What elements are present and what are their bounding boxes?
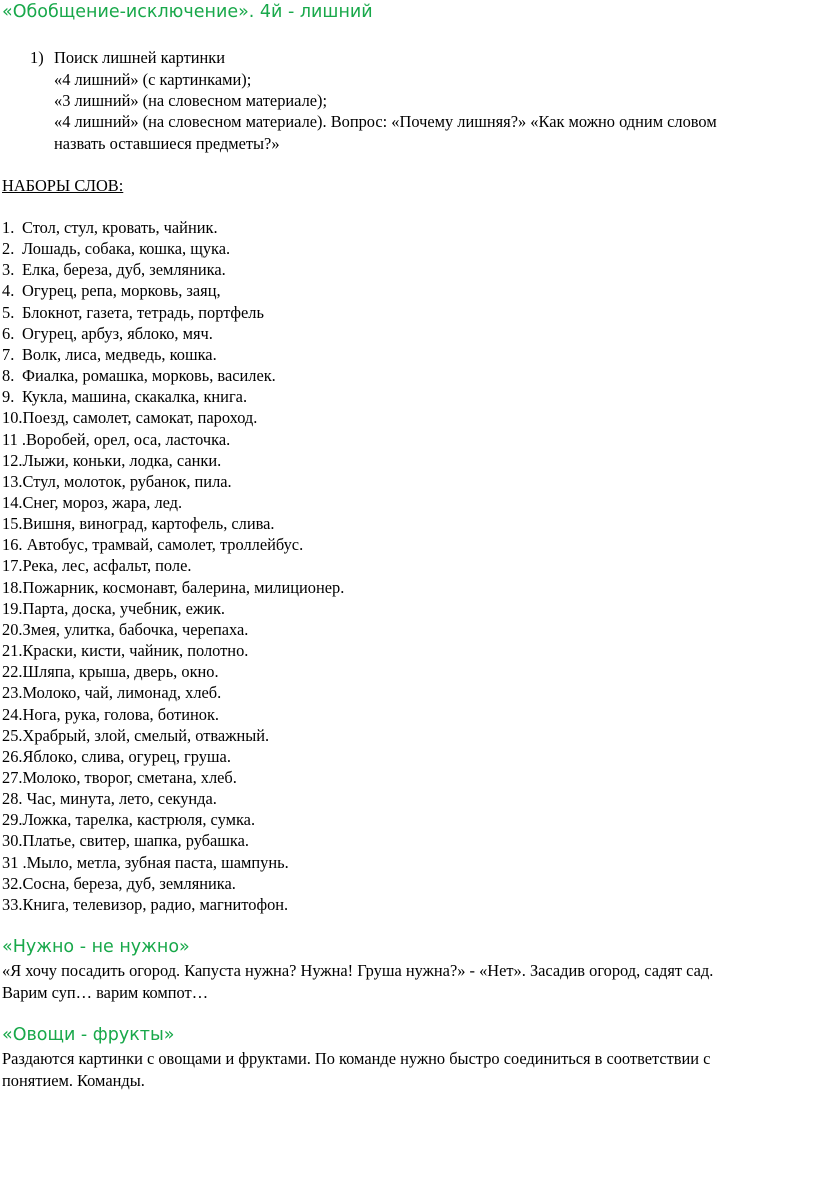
word-set-text: Река, лес, асфальт, поле. — [22, 556, 192, 576]
task-line: «3 лишний» (на словесном материале); — [54, 91, 328, 110]
section-title-needed: «Нужно - не нужно» — [2, 937, 190, 957]
word-set-number: 21. — [2, 641, 23, 660]
word-set-number: 30. — [2, 831, 23, 851]
word-set-text: Огурец, репа, морковь, заяц, — [22, 281, 221, 301]
word-set-text: Волк, лиса, медведь, кошка. — [22, 344, 217, 364]
word-set-item — [2, 578, 344, 598]
word-set-number: 18. — [2, 577, 23, 597]
word-set-text: Нога, рука, голова, ботинок. — [22, 704, 220, 724]
word-set-text: Час, минута, лето, секунда. — [22, 789, 217, 808]
word-set-number: 13. — [2, 471, 23, 491]
word-set-item — [2, 239, 230, 259]
word-set-item — [2, 493, 182, 513]
word-set-text: Блокнот, газета, тетрадь, портфель — [22, 302, 264, 322]
word-set-number: 6. — [2, 323, 15, 343]
task-line: Поиск лишней картинки — [54, 48, 226, 67]
word-set-item — [2, 556, 191, 576]
word-set-text: Пожарник, космонавт, балерина, милиционер. — [22, 577, 345, 597]
word-set-number: 1. — [2, 218, 15, 237]
word-set-number: 10. — [2, 408, 23, 428]
word-set-item — [2, 810, 255, 830]
word-set-text: Елка, береза, дуб, земляника. — [22, 260, 226, 280]
word-set-number: 22. — [2, 662, 23, 682]
word-set-text: Змея, улитка, бабочка, черепаха. — [22, 619, 249, 639]
word-set-item — [2, 895, 288, 915]
word-set-item — [2, 705, 219, 725]
word-set-item — [2, 387, 247, 407]
word-set-item — [2, 747, 231, 767]
word-set-number: 3. — [2, 260, 15, 280]
word-set-item — [2, 324, 213, 344]
word-set-item — [2, 218, 218, 238]
section-text-line: Варим суп… варим компот… — [2, 983, 209, 1002]
section-title-vegetables-fruits: «Овощи - фрукты» — [2, 1025, 175, 1045]
word-set-text: Яблоко, слива, огурец, груша. — [22, 746, 231, 766]
word-set-item — [2, 535, 303, 555]
sets-heading: НАБОРЫ СЛОВ: — [2, 176, 124, 195]
word-set-item — [2, 831, 249, 851]
word-set-number: 5. — [2, 302, 15, 322]
word-set-text: Стол, стул, кровать, чайник. — [22, 218, 218, 237]
word-set-text: Молоко, чай, лимонад, хлеб. — [22, 683, 222, 703]
word-set-number: 15. — [2, 514, 23, 534]
word-set-item — [2, 726, 269, 746]
word-set-number: 7. — [2, 344, 15, 364]
word-set-number: 33. — [2, 894, 23, 914]
section-text-line: Раздаются картинки с овощами и фруктами. По команде нужно быстро соединиться в соответствии с — [2, 1049, 711, 1068]
task-line: «4 лишний» (с картинками); — [54, 70, 252, 89]
word-set-item — [2, 281, 221, 301]
section-text-line: понятием. Команды. — [2, 1071, 145, 1090]
word-set-number: 17. — [2, 556, 23, 576]
word-set-text: Снег, мороз, жара, лед. — [22, 492, 183, 512]
word-set-number: 31 . — [2, 852, 27, 872]
word-set-number: 19. — [2, 598, 23, 618]
word-set-item — [2, 260, 226, 280]
word-set-text: Ложка, тарелка, кастрюля, сумка. — [22, 810, 256, 830]
word-set-item — [2, 430, 230, 450]
word-set-item — [2, 874, 236, 894]
word-set-item — [2, 345, 217, 365]
word-set-item — [2, 853, 289, 873]
word-set-number: 14. — [2, 492, 23, 512]
word-set-number: 28. — [2, 789, 23, 808]
word-set-text: Краски, кисти, чайник, полотно. — [22, 641, 249, 660]
word-set-text: Автобус, трамвай, самолет, троллейбус. — [22, 535, 304, 555]
word-set-item — [2, 599, 225, 619]
word-set-number: 24. — [2, 704, 23, 724]
word-set-text: Платье, свитер, шапка, рубашка. — [22, 831, 250, 851]
word-set-number: 27. — [2, 767, 23, 787]
section-text-line: «Я хочу посадить огород. Капуста нужна? Нужна! Груша нужна?» - «Нет». Засадив огород, садят сад. — [2, 961, 714, 980]
word-set-number: 23. — [2, 683, 23, 703]
word-set-text: Сосна, береза, дуб, земляника. — [22, 873, 236, 893]
word-set-item — [2, 789, 217, 809]
word-set-text: Кукла, машина, скакалка, книга. — [22, 387, 248, 407]
word-set-text: Огурец, арбуз, яблоко, мяч. — [22, 323, 213, 343]
task-line: назвать оставшиеся предметы?» — [54, 134, 280, 153]
word-set-item — [2, 768, 237, 788]
task-line: «4 лишний» (на словесном материале). Вопрос: «Почему лишняя?» «Как можно одним словом — [54, 112, 717, 131]
word-set-item — [2, 641, 248, 661]
word-set-text: Вишня, виноград, картофель, слива. — [22, 514, 275, 534]
word-set-number: 8. — [2, 366, 15, 385]
word-set-text: Лошадь, собака, кошка, щука. — [22, 239, 231, 259]
word-set-text: Фиалка, ромашка, морковь, василек. — [22, 366, 276, 385]
word-set-item — [2, 514, 275, 534]
word-set-number: 2. — [2, 239, 15, 259]
word-set-text: Храбрый, злой, смелый, отважный. — [22, 725, 270, 745]
word-set-text: Лыжи, коньки, лодка, санки. — [22, 450, 222, 470]
word-set-number: 26. — [2, 746, 23, 766]
word-set-item — [2, 620, 248, 640]
word-set-text: Поезд, самолет, самокат, пароход. — [22, 408, 258, 428]
word-set-number: 25. — [2, 725, 23, 745]
word-set-item — [2, 683, 221, 703]
word-set-number: 20. — [2, 619, 23, 639]
word-set-number: 32. — [2, 873, 23, 893]
word-set-item — [2, 451, 221, 471]
word-set-text: Парта, доска, учебник, ежик. — [22, 598, 226, 618]
doc-title: «Обобщение-исключение». 4й - лишний — [2, 2, 373, 22]
word-set-number: 12. — [2, 450, 23, 470]
word-set-text: Молоко, творог, сметана, хлеб. — [22, 767, 237, 787]
word-set-number: 4. — [2, 281, 15, 301]
word-set-item — [2, 408, 257, 428]
word-set-number: 16. — [2, 535, 23, 555]
word-set-number: 29. — [2, 810, 23, 830]
word-set-text: Стул, молоток, рубанок, пила. — [22, 471, 232, 491]
word-set-item — [2, 366, 276, 386]
word-set-text: Воробей, орел, оса, ласточка. — [25, 429, 231, 449]
word-set-item — [2, 472, 232, 492]
word-set-item — [2, 662, 219, 682]
task-number: 1) — [30, 48, 44, 67]
word-set-text: Книга, телевизор, радио, магнитофон. — [22, 894, 289, 914]
word-set-text: Шляпа, крыша, дверь, окно. — [22, 662, 219, 682]
word-set-number: 11 . — [2, 429, 26, 449]
word-set-number: 9. — [2, 387, 15, 407]
word-set-text: Мыло, метла, зубная паста, шампунь. — [26, 852, 289, 872]
word-set-item — [2, 303, 264, 323]
